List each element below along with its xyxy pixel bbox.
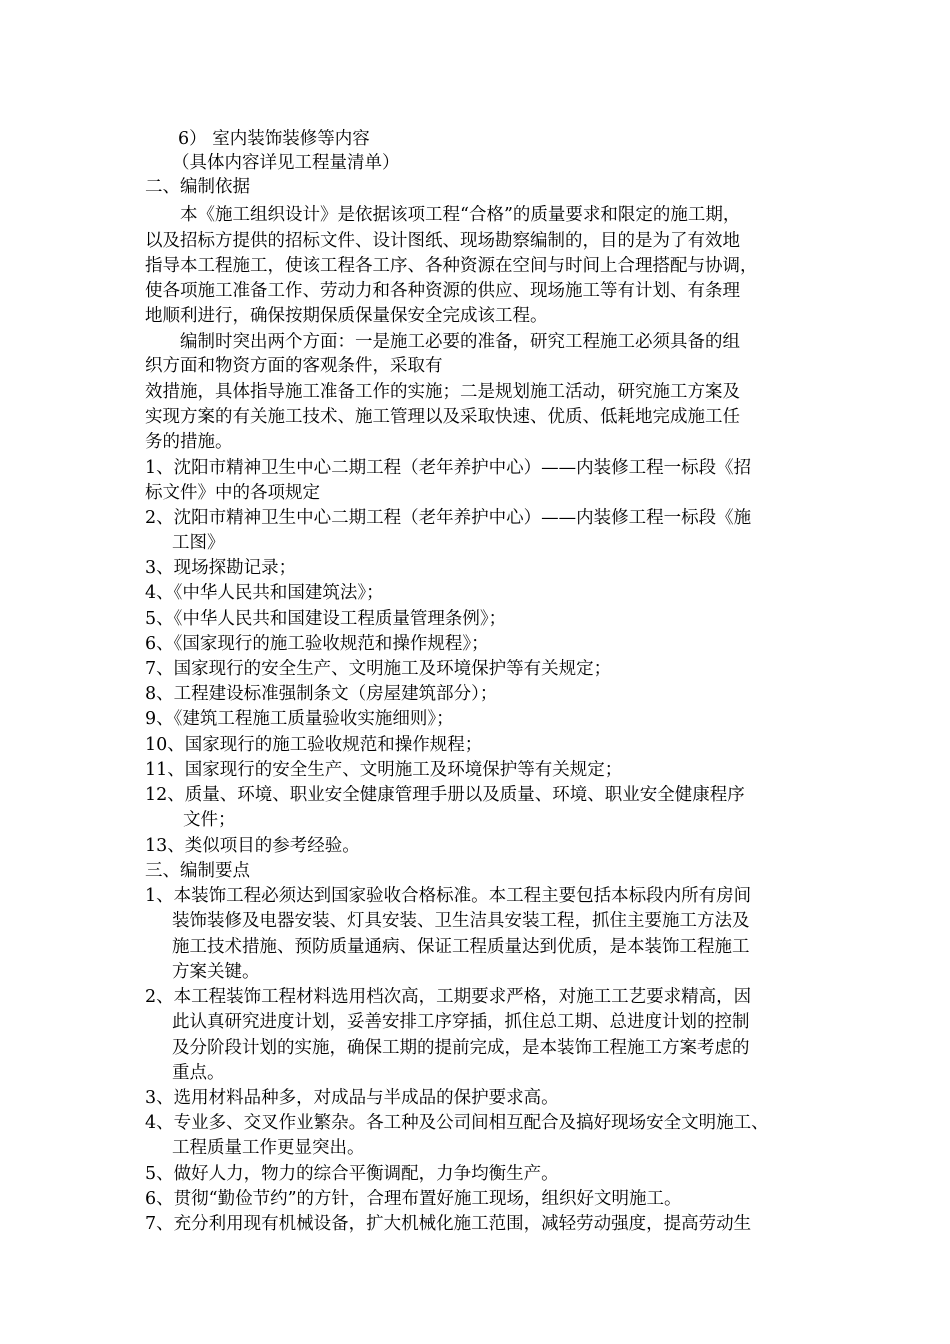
list-item-continuation: 工图》 [172, 533, 225, 553]
list-item: 5、做好人力，物力的综合平衡调配，力争均衡生产。 [145, 1164, 559, 1184]
list-item-continuation: 装饰装修及电器安装、灯具安装、卫生洁具安装工程，抓住主要施工方法及 [172, 911, 750, 931]
list-item-continuation: 方案关键。 [172, 962, 260, 982]
list-item: 1、本装饰工程必须达到国家验收合格标准。本工程主要包括本标段内所有房间 [145, 886, 752, 906]
list-item: 4、专业多、交叉作业繁杂。各工种及公司间相互配合及搞好现场安全文明施工、 [145, 1113, 769, 1133]
list-item-continuation: 重点。 [172, 1063, 225, 1083]
list-item: 1、沈阳市精神卫生中心二期工程（老年养护中心）——内装修工程一标段《招 [145, 458, 752, 478]
paragraph-line: 以及招标方提供的招标文件、设计图纸、现场勘察编制的，目的是为了有效地 [145, 231, 740, 251]
paragraph-line: 织方面和物资方面的客观条件，采取有 [145, 356, 443, 376]
list-item: 13、类似项目的参考经验。 [145, 836, 360, 856]
list-item: 6、《国家现行的施工验收规范和操作规程》； [145, 634, 489, 654]
paragraph-line: 本《施工组织设计》是依据该项工程“合格”的质量要求和限定的施工期， [180, 205, 741, 225]
list-item-continuation: 及分阶段计划的实施，确保工期的提前完成，是本装饰工程施工方案考虑的 [172, 1038, 750, 1058]
list-item: 7、充分利用现有机械设备，扩大机械化施工范围，减轻劳动强度，提高劳动生 [145, 1214, 752, 1234]
list-item-continuation: 标文件》中的各项规定 [145, 483, 320, 503]
list-item: 6、贯彻“勤俭节约”的方针，合理布置好施工现场，组织好文明施工。 [145, 1189, 682, 1209]
list-item: 5、《中华人民共和国建设工程质量管理条例》； [145, 609, 507, 629]
paragraph-line: 编制时突出两个方面：一是施工必要的准备，研究工程施工必须具备的组 [180, 332, 740, 352]
paragraph-line: 地顺利进行，确保按期保质保量保安全完成该工程。 [145, 306, 548, 326]
list-item: 8、工程建设标准强制条文（房屋建筑部分）； [145, 684, 498, 704]
paragraph-line: 效措施，具体指导施工准备工作的实施；二是规划施工活动，研究施工方案及 [145, 382, 740, 402]
section-heading: 三、编制要点 [145, 861, 250, 881]
list-item: 11、国家现行的安全生产、文明施工及环境保护等有关规定； [145, 760, 623, 780]
list-item: 10、国家现行的施工验收规范和操作规程； [145, 735, 483, 755]
section-heading: 二、编制依据 [145, 177, 250, 197]
list-item: 9、《建筑工程施工质量验收实施细则》； [145, 709, 454, 729]
list-item: 4、《中华人民共和国建筑法》； [145, 583, 384, 603]
list-item: 2、本工程装饰工程材料选用档次高，工期要求严格，对施工工艺要求精高，因 [145, 987, 752, 1007]
list-item: 3、选用材料品种多，对成品与半成品的保护要求高。 [145, 1088, 559, 1108]
paragraph-line: 务的措施。 [145, 432, 233, 452]
paragraph-line: 实现方案的有关施工技术、施工管理以及采取快速、优质、低耗地完成施工任 [145, 407, 740, 427]
list-item-6: 6） 室内装饰装修等内容 [178, 129, 370, 149]
list-item-continuation: 工程质量工作更显突出。 [172, 1138, 365, 1158]
list-item: 7、国家现行的安全生产、文明施工及环境保护等有关规定； [145, 659, 612, 679]
list-item-continuation: 文件； [183, 810, 236, 830]
list-item: 2、沈阳市精神卫生中心二期工程（老年养护中心）——内装修工程一标段《施 [145, 508, 752, 528]
list-item-continuation: 施工技术措施、预防质量通病、保证工程质量达到优质，是本装饰工程施工 [172, 937, 750, 957]
paragraph-line: 指导本工程施工，使该工程各工序、各种资源在空间与时间上合理搭配与协调， [145, 256, 758, 276]
paragraph-line: 使各项施工准备工作、劳动力和各种资源的供应、现场施工等有计划、有条理 [145, 281, 740, 301]
list-item: 12、质量、环境、职业安全健康管理手册以及质量、环境、职业安全健康程序 [145, 785, 745, 805]
note-line: （具体内容详见工程量清单） [172, 153, 400, 173]
list-item: 3、现场探勘记录； [145, 558, 297, 578]
list-item-continuation: 此认真研究进度计划，妥善安排工序穿插，抓住总工期、总进度计划的控制 [172, 1012, 750, 1032]
